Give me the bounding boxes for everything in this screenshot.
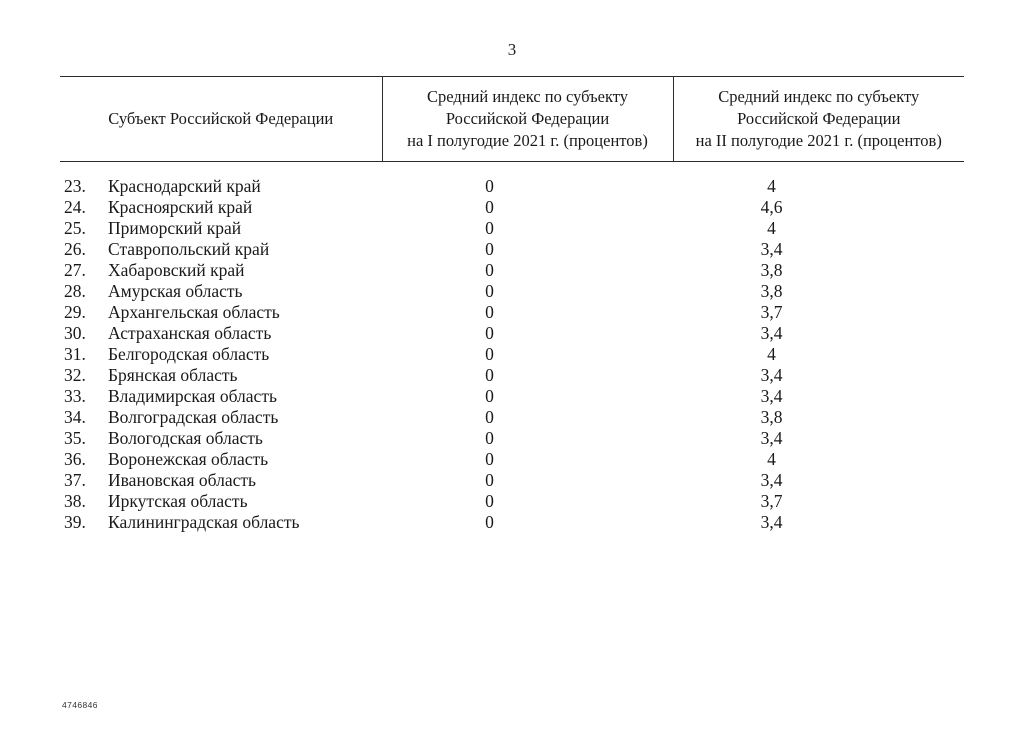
table-cell-first-half-index: 0 <box>485 449 494 470</box>
table-cell-first-half-index: 0 <box>485 302 494 323</box>
table-cell-subject-name: Амурская область <box>108 281 243 302</box>
column-header-first-half-line2: Российской Федерации <box>445 108 610 128</box>
table-body <box>60 162 964 534</box>
table-head <box>60 77 964 162</box>
table-cell-first-half-index: 0 <box>485 197 494 218</box>
table-cell-subject <box>60 197 382 218</box>
table-cell-subject-name: Воронежская область <box>108 449 269 470</box>
table-cell-row-number: 38. <box>64 491 86 512</box>
table-cell-second-half-index: 3,7 <box>760 302 783 323</box>
table-cell-subject <box>60 407 382 428</box>
table-cell-subject-name: Астраханская область <box>108 323 272 344</box>
table-cell-second-half-index: 3,4 <box>760 428 783 449</box>
table-cell-first-half-index: 0 <box>485 470 494 491</box>
table-cell-subject-name: Волгоградская область <box>108 407 279 428</box>
column-header-first-half-line3: на I полугодие 2021 г. (процентов) <box>407 130 648 150</box>
table-cell-subject <box>60 386 382 407</box>
table-cell-subject-name: Красноярский край <box>108 197 253 218</box>
table-cell-row-number: 28. <box>64 281 86 302</box>
table-row <box>60 407 964 428</box>
table-cell-first-half-index: 0 <box>485 176 494 197</box>
page-number: 3 <box>507 40 517 59</box>
table-cell-first-half-index: 0 <box>485 218 494 239</box>
index-table <box>60 76 964 533</box>
table-row <box>60 176 964 197</box>
table-cell-subject-name: Владимирская область <box>108 386 277 407</box>
table-cell-subject-name: Ивановская область <box>108 470 257 491</box>
table-cell-first-half-index: 0 <box>485 260 494 281</box>
table-cell-row-number: 26. <box>64 239 86 260</box>
table-row <box>60 470 964 491</box>
table-cell-second-half-index: 3,4 <box>760 470 783 491</box>
table-cell-second-half-index: 4,6 <box>760 197 783 218</box>
table-cell-row-number: 37. <box>64 470 86 491</box>
table-spacer-row <box>60 162 964 177</box>
column-header-second-half-line3: на II полугодие 2021 г. (процентов) <box>695 130 942 150</box>
table-cell-subject-name: Хабаровский край <box>108 260 245 281</box>
table-cell-first-half-index: 0 <box>485 386 494 407</box>
table-cell-row-number: 29. <box>64 302 86 323</box>
table-cell-subject-name: Калининградская область <box>108 512 300 533</box>
table-row <box>60 386 964 407</box>
column-header-subject: Субъект Российской Федерации <box>60 77 382 162</box>
table-cell-subject-name: Краснодарский край <box>108 176 261 197</box>
table-cell-second-half-index: 3,4 <box>760 512 783 533</box>
table-row <box>60 197 964 218</box>
table-row <box>60 449 964 470</box>
column-header-second-half-line2: Российской Федерации <box>737 108 901 128</box>
table-cell-first-half-index: 0 <box>485 281 494 302</box>
table-cell-row-number: 30. <box>64 323 86 344</box>
column-header-first-half <box>382 77 673 162</box>
table-header-row <box>60 77 964 162</box>
table-cell-subject <box>60 512 382 533</box>
table-cell-subject <box>60 470 382 491</box>
column-header-second-half <box>673 77 964 162</box>
table-cell-subject <box>60 260 382 281</box>
table-cell-row-number: 34. <box>64 407 86 428</box>
table-cell-second-half-index: 3,7 <box>760 491 783 512</box>
table-row <box>60 344 964 365</box>
table-cell-subject-name: Ставропольский край <box>108 239 270 260</box>
table-cell-row-number: 39. <box>64 512 86 533</box>
table-cell-subject <box>60 302 382 323</box>
table-cell-subject <box>60 365 382 386</box>
table-cell-subject <box>60 239 382 260</box>
table-row <box>60 491 964 512</box>
table-cell-first-half-index: 0 <box>485 239 494 260</box>
table-cell-second-half-index: 4 <box>767 449 776 470</box>
table-cell-second-half-index: 3,4 <box>760 239 783 260</box>
table-cell-first-half-index: 0 <box>485 407 494 428</box>
table-cell-second-half-index: 3,4 <box>760 323 783 344</box>
table-cell-row-number: 27. <box>64 260 86 281</box>
table-spacer-cell <box>382 162 673 177</box>
table-cell-row-number: 23. <box>64 176 86 197</box>
table-row <box>60 428 964 449</box>
table-cell-second-half-index: 4 <box>767 218 776 239</box>
table-cell-row-number: 32. <box>64 365 86 386</box>
table-row <box>60 260 964 281</box>
table-cell-row-number: 24. <box>64 197 86 218</box>
table-cell-row-number: 33. <box>64 386 86 407</box>
table-cell-second-half-index: 4 <box>767 176 776 197</box>
table-cell-subject-name: Вологодская область <box>108 428 263 449</box>
table-cell-second-half-index: 4 <box>767 344 776 365</box>
table-cell-subject <box>60 176 382 197</box>
table-cell-subject-name: Приморский край <box>108 218 242 239</box>
table-cell-subject <box>60 323 382 344</box>
table-row <box>60 512 964 533</box>
table-cell-first-half-index: 0 <box>485 428 494 449</box>
table-row <box>60 218 964 239</box>
table-cell-first-half-index: 0 <box>485 365 494 386</box>
table-cell-subject <box>60 428 382 449</box>
table-cell-row-number: 31. <box>64 344 86 365</box>
table-cell-row-number: 25. <box>64 218 86 239</box>
table-spacer-cell <box>673 162 964 177</box>
table-row <box>60 365 964 386</box>
footer-document-code: 4746846 <box>62 700 98 710</box>
table-cell-second-half-index: 3,8 <box>760 260 783 281</box>
column-header-first-half-line1: Средний индекс по субъекту <box>426 87 629 106</box>
table-cell-subject-name: Брянская область <box>108 365 238 386</box>
table-row <box>60 281 964 302</box>
table-cell-first-half-index: 0 <box>485 491 494 512</box>
table-cell-first-half-index: 0 <box>485 512 494 533</box>
table-cell-subject-name: Иркутская область <box>108 491 248 512</box>
table-cell-second-half-index: 3,8 <box>760 407 783 428</box>
table-cell-subject <box>60 449 382 470</box>
table-cell-subject-name: Белгородская область <box>108 344 270 365</box>
table-row <box>60 323 964 344</box>
table-cell-row-number: 35. <box>64 428 86 449</box>
table-cell-subject <box>60 281 382 302</box>
table-cell-subject-name: Архангельская область <box>108 302 280 323</box>
table-cell-second-half-index: 3,8 <box>760 281 783 302</box>
table-cell-subject <box>60 491 382 512</box>
column-header-second-half-line1: Средний индекс по субъекту <box>718 87 920 106</box>
table-cell-row-number: 36. <box>64 449 86 470</box>
table-cell-second-half-index: 3,4 <box>760 365 783 386</box>
table-cell-second-half-index: 3,4 <box>760 386 783 407</box>
table-cell-first-half-index: 0 <box>485 323 494 344</box>
table-cell-first-half-index: 0 <box>485 344 494 365</box>
table-spacer-cell <box>60 162 382 177</box>
table-row <box>60 239 964 260</box>
table-cell-subject <box>60 218 382 239</box>
table-cell-subject <box>60 344 382 365</box>
table-row <box>60 302 964 323</box>
